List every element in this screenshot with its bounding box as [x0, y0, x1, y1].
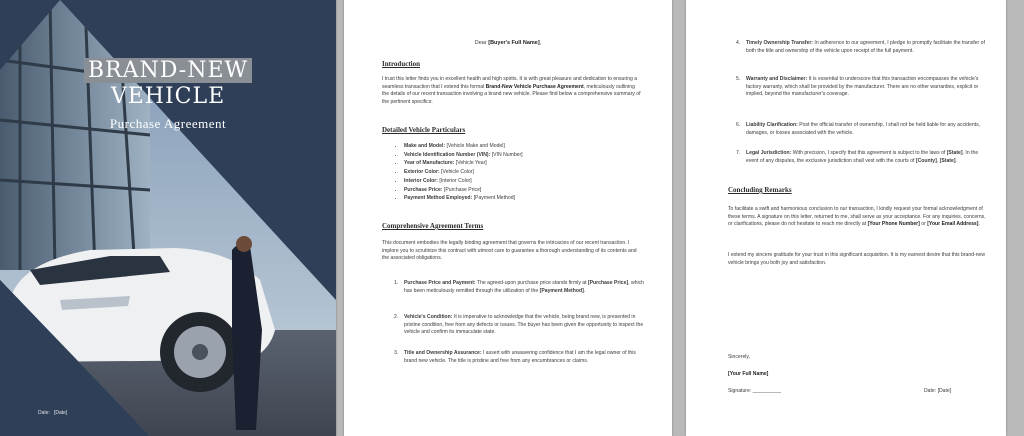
details-list: [394, 142, 523, 203]
term-number: 3.: [394, 350, 399, 356]
detail-item: [404, 177, 523, 186]
conc-text: .: [978, 221, 980, 228]
detail-label: Year of Manufacture:: [404, 160, 455, 167]
term-label: Warranty and Disclaimer:: [746, 76, 808, 82]
detail-item: [404, 142, 523, 151]
term-2: [394, 314, 644, 337]
term-number: 5.: [736, 76, 741, 82]
detail-value: [Interior Color]: [437, 177, 472, 184]
intro-heading: Introduction: [382, 60, 420, 68]
detail-label: Exterior Color:: [404, 169, 440, 176]
detail-item: [404, 194, 523, 203]
your-name-placeholder: [Your Full Name]: [728, 371, 769, 377]
cover-date: [38, 410, 67, 416]
term-label: Timely Ownership Transfer:: [746, 40, 813, 46]
term-text: With precision, I specify that this agreement is subject to the laws of: [791, 150, 947, 156]
conc-text: or: [919, 221, 928, 228]
detail-label: Vehicle Identification Number (VIN):: [404, 151, 491, 158]
term-label: Purchase Price and Payment:: [404, 280, 476, 286]
placeholder-email: [Your Email Address]: [927, 221, 979, 228]
placeholder-county: [County]: [915, 157, 937, 164]
letter-page-1: [344, 0, 672, 436]
closing: Sincerely,: [728, 354, 750, 360]
term-text: , which has been meticulously remitted through the utilization of the: [404, 280, 645, 294]
term-text: .: [955, 157, 957, 164]
letter-page-2: [686, 0, 1006, 436]
detail-label: Purchase Price:: [404, 186, 443, 193]
concluding-paragraph-2: I extend my sincere gratitude for your trust in this significant acquisition. It is my earnest desire that this brand-new vehicle brings you both joy and satisfaction.: [728, 252, 986, 266]
term-label: Legal Jurisdiction:: [746, 150, 792, 156]
terms-heading: Comprehensive Agreement Terms: [382, 222, 484, 230]
placeholder-purchase-price: [Purchase Price]: [587, 280, 629, 286]
term-text: I assert with unwavering confidence that I am the legal owner of this brand new vehicle. The title is pristine and free from any encumbrances or claims.: [404, 350, 636, 364]
intro-text-b: Brand-New Vehicle Purchase Agreement: [485, 83, 584, 90]
detail-item: [404, 159, 523, 168]
intro-paragraph: [382, 76, 642, 106]
term-text: . In the event of any disputes, the exclusive jurisdiction shall vest with the courts of: [746, 150, 979, 164]
term-number: 2.: [394, 314, 399, 320]
term-4: [736, 40, 986, 55]
detail-item: [404, 186, 523, 195]
cover-date-label: Date:: [38, 410, 50, 416]
term-text: The agreed-upon purchase price stands firmly at: [475, 280, 588, 286]
term-7: [736, 150, 986, 165]
term-label: Title and Ownership Assurance:: [404, 350, 482, 356]
intro-text-c: , meticulously outlining the details of our recent transaction involving a brand new vehicle. Please find below a comprehensive summary of the pertinent specifics:: [382, 83, 641, 105]
term-label: Vehicle's Condition:: [404, 314, 453, 320]
detail-value: [VIN Number]: [490, 151, 523, 158]
concluding-heading: Concluding Remarks: [728, 186, 792, 194]
term-text: In adherence to our agreement, I pledge to promptly facilitate the transfer of both the title and ownership of the vehicle upon receipt of the full payment.: [746, 40, 985, 54]
detail-item: [404, 151, 523, 160]
cover-date-value: [Date]: [53, 410, 68, 416]
term-text: It is imperative to acknowledge that the vehicle, being brand new, is presented in pristine condition, free from any defects or issues. The buyer has been given the opportunity to inspect the vehicle and confirm its immaculate state.: [404, 314, 644, 336]
term-3: [394, 350, 644, 365]
detail-value: [Vehicle Year]: [454, 160, 487, 167]
cover-page: [0, 0, 336, 436]
buyer-name-placeholder: [Buyer's Full Name]: [488, 40, 540, 46]
cover-title-line1: BRAND-NEW: [0, 58, 336, 83]
detail-label: Make and Model:: [404, 143, 446, 149]
term-label: Liability Clarification:: [746, 122, 798, 128]
salutation-suffix: ,: [539, 40, 542, 46]
placeholder-state: [State]: [946, 150, 963, 156]
term-number: 4.: [736, 40, 741, 46]
term-text: .: [583, 287, 586, 294]
term-number: 7.: [736, 150, 741, 156]
date-line: Date: [Date]: [924, 388, 952, 394]
salutation-prefix: Dear: [474, 40, 487, 46]
conc-text: To facilitate a swift and harmonious conclusion to our transaction, I kindly request your formal acknowledgment of these terms. A signature on this letter, returned to me, shall serve as your acceptance. For any inquiries, concerns, or clarifications, please do not hesitate to reach me directly at: [728, 206, 986, 228]
detail-value: [Payment Method]: [472, 195, 515, 202]
term-number: 6.: [736, 122, 741, 128]
detail-label: Payment Method Employed:: [404, 195, 473, 202]
signature-line: Signature: __________: [728, 388, 781, 394]
details-heading: Detailed Vehicle Particulars: [382, 126, 466, 134]
term-text: Post the official transfer of ownership, I shall not be held liable for any accidents, damages, or losses associated with the vehicle.: [746, 122, 981, 136]
placeholder-phone: [Your Phone Number]: [867, 221, 920, 228]
intro-text-a: I trust this letter finds you in excellent health and high spirits. It is with great pleasure and dedication to ensuring a seamless transaction that I extend this formal: [382, 76, 638, 90]
terms-intro: This document embodies the legally binding agreement that governs the intricacies of our recent transaction. I implore you to scrutinize this contract with utmost care to guarantee a thorough understanding of its contents and the associated obligations.: [382, 240, 637, 262]
detail-value: [Vehicle Color]: [439, 169, 474, 176]
detail-item: [404, 168, 523, 177]
placeholder-state: [State]: [939, 157, 956, 164]
concluding-paragraph-1: [728, 206, 990, 229]
term-text: It is essential to underscore that this transaction encompasses the vehicle's factory warranty, which shall be provided by the manufacturer. There are no other warranties, explicit or implied, beyond the manufacturer's coverage.: [746, 76, 979, 98]
detail-value: [Vehicle Make and Model]: [445, 143, 505, 149]
term-6: [736, 122, 986, 137]
salutation: [344, 40, 672, 48]
placeholder-payment-method: [Payment Method]: [539, 287, 584, 294]
cover-title-line2: VEHICLE: [110, 84, 226, 109]
term-1: [394, 280, 645, 295]
detail-label: Interior Color:: [404, 177, 438, 184]
term-text: ,: [936, 157, 940, 164]
detail-value: [Purchase Price]: [442, 186, 482, 193]
cover-subtitle: Purchase Agreement: [109, 116, 227, 131]
term-number: 1.: [394, 280, 399, 286]
term-5: [736, 76, 986, 99]
